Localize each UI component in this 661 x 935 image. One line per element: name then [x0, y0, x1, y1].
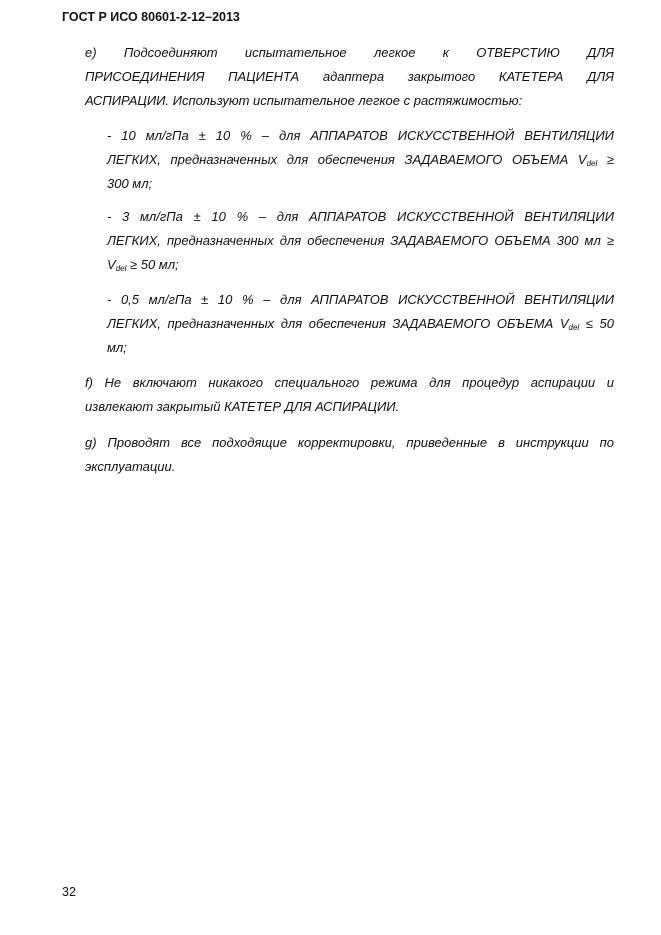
text-line: эксплуатации.	[85, 459, 176, 474]
list-item-0-5ml	[107, 288, 614, 360]
page-number: 32	[62, 885, 76, 899]
text-span: V	[107, 257, 116, 272]
subscript: del	[586, 159, 598, 168]
text-line: - 0,5 мл/гПа ± 10 % – для АППАРАТОВ ИСКУССТВЕННОЙ ВЕНТИЛЯЦИИ	[107, 292, 614, 307]
paragraph-f	[85, 371, 614, 419]
text-span: ≤ 50	[579, 316, 614, 331]
list-item-3ml	[107, 205, 614, 277]
text-span: ≥	[597, 152, 614, 167]
text-span: ЛЕГКИХ, предназначенных для обеспечения ЗАДАВАЕМОГО ОБЪЕМА V	[107, 152, 587, 167]
text-line: АСПИРАЦИИ. Используют испытательное легкое с растяжимостью:	[85, 93, 523, 108]
subscript: del	[568, 323, 580, 332]
text-line	[107, 312, 614, 336]
text-span: ≥ 50 мл;	[126, 257, 179, 272]
text-line	[107, 253, 614, 277]
text-line	[107, 148, 614, 172]
text-span: ЛЕГКИХ, предназначенных для обеспечения ЗАДАВАЕМОГО ОБЪЕМА V	[107, 316, 569, 331]
text-line: 300 мл;	[107, 176, 153, 191]
text-line: g) Проводят все подходящие корректировки, приведенные в инструкции по	[85, 435, 614, 450]
text-line: f) Не включают никакого специального режима для процедур аспирации и	[85, 375, 614, 390]
text-line: ЛЕГКИХ, предназначенных для обеспечения ЗАДАВАЕМОГО ОБЪЕМА 300 мл ≥	[107, 233, 614, 248]
list-item-10ml	[107, 124, 614, 196]
text-line: ПРИСОЕДИНЕНИЯ ПАЦИЕНТА адаптера закрытого КАТЕТЕРА ДЛЯ	[85, 69, 614, 84]
paragraph-g	[85, 431, 614, 479]
subscript: del	[115, 264, 127, 273]
text-line: извлекают закрытый КАТЕТЕР ДЛЯ АСПИРАЦИИ.	[85, 399, 400, 414]
text-line: мл;	[107, 340, 127, 355]
text-line: - 3 мл/гПа ± 10 % – для АППАРАТОВ ИСКУССТВЕННОЙ ВЕНТИЛЯЦИИ	[107, 209, 614, 224]
document-header: ГОСТ Р ИСО 80601-2-12–2013	[62, 10, 240, 24]
paragraph-e	[85, 41, 614, 113]
text-line: - 10 мл/гПа ± 10 % – для АППАРАТОВ ИСКУССТВЕННОЙ ВЕНТИЛЯЦИИ	[107, 128, 614, 143]
text-line: e) Подсоединяют испытательное легкое к ОТВЕРСТИЮ ДЛЯ	[85, 45, 614, 60]
